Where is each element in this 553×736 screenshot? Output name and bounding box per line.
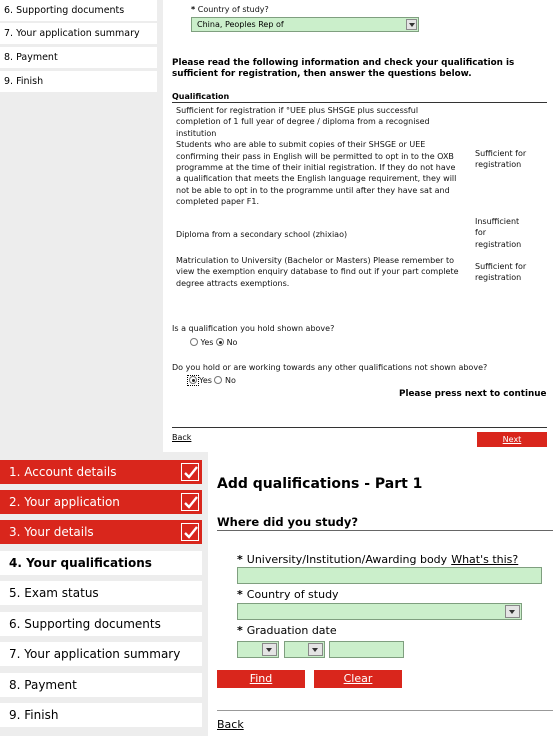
- clear-button[interactable]: Clear: [314, 670, 402, 688]
- sidebar-item-account-details[interactable]: 1. Account details: [0, 460, 202, 484]
- find-button[interactable]: Find: [217, 670, 305, 688]
- continue-instruction: Please press next to continue: [399, 389, 547, 399]
- qualification-row-1-text: Sufficient for registration if °UEE plus SHSGE plus successful completion of 1 full year of degree / diploma from a recognised institution Students who are able to submit copies of their SHSGE or UEE confirming their pass in English will be permitted to opt in to the OXB programme at the time of their initial registration. If they do not have a qualification that meets the English language requirement, they will not be able to opt in to the programme until after they have sat and completed paper F1.: [176, 106, 457, 207]
- instructions-text: Please read the following information and check your qualification is sufficient for registration, then answer the questions below.: [172, 58, 515, 79]
- qualification-row-1-status: Sufficient for registration: [475, 149, 527, 170]
- q1-no-radio[interactable]: [216, 338, 224, 346]
- q1-no-label: No: [226, 338, 238, 347]
- check-icon: [181, 523, 199, 541]
- sidebar-item-supporting-documents[interactable]: 6. Supporting documents: [0, 612, 202, 636]
- institution-input[interactable]: [237, 567, 542, 584]
- whats-this-link[interactable]: What's this?: [451, 553, 519, 566]
- q1-yes-label: Yes: [200, 338, 214, 347]
- sidebar-item-supporting-documents[interactable]: 6. Supporting documents: [0, 0, 157, 21]
- q2-yes-radio[interactable]: [189, 376, 197, 384]
- back-link[interactable]: Back: [172, 433, 192, 442]
- chevron-down-icon[interactable]: [308, 643, 323, 656]
- q1-yes-radio[interactable]: [190, 338, 198, 346]
- country-label: * Country of study?: [191, 5, 269, 14]
- sidebar-item-exam-status[interactable]: 5. Exam status: [0, 581, 202, 605]
- sidebar-item-application-summary[interactable]: 7. Your application summary: [0, 23, 157, 44]
- page-title: Add qualifications - Part 1: [217, 476, 423, 492]
- sidebar-item-your-details[interactable]: 3. Your details: [0, 520, 202, 544]
- footer-divider: [172, 427, 547, 428]
- institution-label: * University/Institution/Awarding body What's this?: [237, 553, 519, 566]
- qualification-row-3-status: Sufficient for registration: [475, 262, 527, 283]
- chevron-down-icon[interactable]: [406, 19, 417, 30]
- sidebar-item-payment[interactable]: 8. Payment: [0, 47, 157, 68]
- sidebar-item-finish[interactable]: 9. Finish: [0, 71, 157, 92]
- next-button[interactable]: Next: [477, 432, 547, 447]
- graduation-year-input[interactable]: [329, 641, 404, 658]
- sidebar-item-application-summary[interactable]: 7. Your application summary: [0, 642, 202, 666]
- chevron-down-icon[interactable]: [505, 605, 520, 618]
- check-icon: [181, 493, 199, 511]
- qualification-row-2-status: Insufficient for registration: [475, 217, 522, 249]
- sidebar-item-your-qualifications[interactable]: 4. Your qualifications: [0, 551, 202, 575]
- q2-no-label: No: [225, 376, 236, 385]
- qualification-row-2-text: Diploma from a secondary school (zhixiao): [176, 230, 348, 239]
- footer-divider: [217, 710, 553, 711]
- question-qualification-shown: Is a qualification you hold shown above?: [172, 324, 335, 333]
- country-select[interactable]: China, Peoples Rep of: [191, 17, 419, 32]
- back-link[interactable]: Back: [217, 718, 244, 731]
- add-qualifications-view: [0, 452, 553, 736]
- question1-options: [190, 337, 237, 348]
- q2-yes-focus: [187, 375, 199, 386]
- graduation-date-label: * Graduation date: [237, 624, 337, 637]
- section-title: Where did you study?: [217, 515, 359, 529]
- graduation-day-select[interactable]: [237, 641, 279, 658]
- sidebar-item-finish[interactable]: 9. Finish: [0, 703, 202, 727]
- country-select[interactable]: [237, 603, 522, 620]
- q2-yes-label: Yes: [199, 376, 212, 385]
- qualification-row-3-text: Matriculation to University (Bachelor or Masters) Please remember to view the exemption enquiry database to find out if your part complete degree attracts exemptions.: [176, 256, 459, 288]
- section-divider: [217, 530, 553, 531]
- check-icon: [181, 463, 199, 481]
- question-other-qualifications: Do you hold or are working towards any other qualifications not shown above?: [172, 363, 488, 372]
- chevron-down-icon[interactable]: [262, 643, 277, 656]
- top-sidebar: [0, 0, 163, 452]
- country-label: * Country of study: [237, 588, 339, 601]
- sidebar-item-your-application[interactable]: 2. Your application: [0, 490, 202, 514]
- question2-options: [187, 375, 236, 386]
- qualification-header: Qualification: [172, 92, 547, 103]
- q2-no-radio[interactable]: [214, 376, 222, 384]
- graduation-month-select[interactable]: [284, 641, 325, 658]
- bottom-sidebar: [0, 452, 208, 736]
- sidebar-item-payment[interactable]: 8. Payment: [0, 673, 202, 697]
